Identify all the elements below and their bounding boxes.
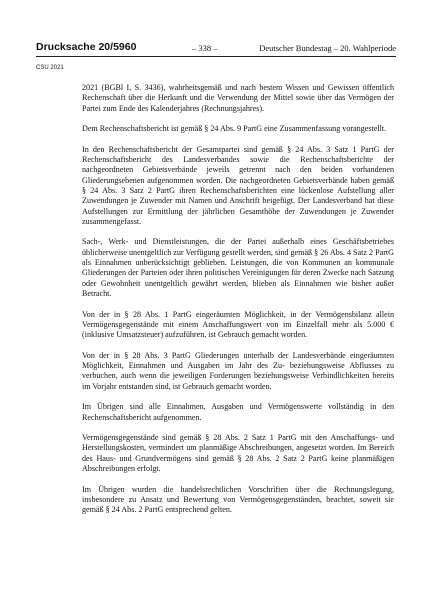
paragraph: Vermögensgegenstände sind gemäß § 28 Abs. 2 Satz 1 PartG mit den Anschaffungs- und Herstellungskosten, vermindert um planmäßige Abschreibungen, angesetzt worden. Im Bereich des Haus- und Grundvermögens sind gemäß § 28 Abs. 2 Satz 2 PartG keine planmäßigen Abschreibungen erfolgt. (82, 433, 394, 473)
paragraph: Im Übrigen wurden die handelsrechtlichen Vorschriften über die Rechnungslegung, insbesondere zu Ansatz und Bewertung von Vermögensgegenständen, beachtet, soweit sie gemäß § 24 Abs. 2 PartG entsprechend gelten. (82, 484, 394, 515)
doc-number: 20/5960 (98, 41, 137, 53)
header-divider (36, 56, 396, 57)
paragraph: In den Rechenschaftsbericht der Gesamtpartei sind gemäß § 24 Abs. 3 Satz 1 PartG der Rechenschaftsbericht des Landesverbandes sowie die Rechenschaftsberichte der nachgeordneten Gebietsverbände jeweils getrennt nach den beiden vorhandenen Gliederungsebenen aufgenommen worden. Die nachgeordneten Gebietsverbände haben gemäß § 24 Abs. 3 Satz 2 PartG ihren Rechenschaftsberichten eine lückenlose Aufstellung aller Zuwendungen je Zuwender mit Namen und Anschrift beigefügt. Der Landesverband hat diese Aufstellungen zur Ermittlung der jährlichen Gesamthöhe der Zuwendungen je Zuwender zusammengefasst. (82, 144, 394, 226)
party-tag: CSU 2021 (36, 65, 64, 71)
page-number: – 338 – (192, 43, 218, 53)
paragraph: Im Übrigen sind alle Einnahmen, Ausgaben und Vermögenswerte vollständig in den Rechenschaftsbericht aufgenommen. (82, 402, 394, 422)
page-header (36, 41, 396, 54)
paragraph: Von der in § 28 Abs. 1 PartG eingeräumten Möglichkeit, in der Vermögensbilanz allein Vermögensgegenstände mit einem Anschaffungswert von im Einzelfall mehr als 5.000 € (inklusive Umsatzsteuer) aufzuführen, ist Gebrauch gemacht worden. (82, 309, 394, 340)
paragraph: Von der in § 28 Abs. 3 PartG Gliederungen unterhalb der Landesverbände eingeräumten Möglichkeit, Einnahmen und Ausgaben im Jahr des Zu- beziehungsweise Abflusses zu verbuchen, auch wenn die jeweiligen Forderungen beziehungsweise Verbindlichkeiten bereits im Vorjahr entstanden sind, ist Gebrauch gemacht worden. (82, 350, 394, 391)
paragraph: Sach-, Werk- und Dienstleistungen, die der Partei außerhalb eines Geschäftsbetriebes üblicherweise unentgeltlich zur Verfügung gestellt werden, sind gemäß § 26 Abs. 4 Satz 2 PartG als Einnahmen unberücksichtigt geblieben. Leistungen, die von Kommunen an kommunale Gliederungen der Parteien oder ihren politischen Vereinigungen für deren Zwecke nach Satzung oder Gewohnheit unentgeltlich gewährt werden, blieben als Einnahmen wie bisher außer Betracht. (82, 237, 394, 298)
paragraph: Dem Rechenschaftsbericht ist gemäß § 24 Abs. 9 PartG eine Zusammenfassung vorangestellt. (82, 124, 387, 134)
legislative-period: Deutscher Bundestag – 20. Wahlperiode (259, 43, 396, 53)
body-text (82, 83, 394, 526)
doc-label: Drucksache (36, 41, 96, 53)
document-id (36, 41, 136, 54)
paragraph: 2021 (BGBl I, S. 3436), wahrheitsgemäß und nach bestem Wissen und Gewissen öffentlich Rechenschaft über die Herkunft und die Verwendung der Mittel sowie über das Vermögen der Partei zum Ende des Kalenderjahres (Rechnungsjahres). (82, 83, 394, 113)
